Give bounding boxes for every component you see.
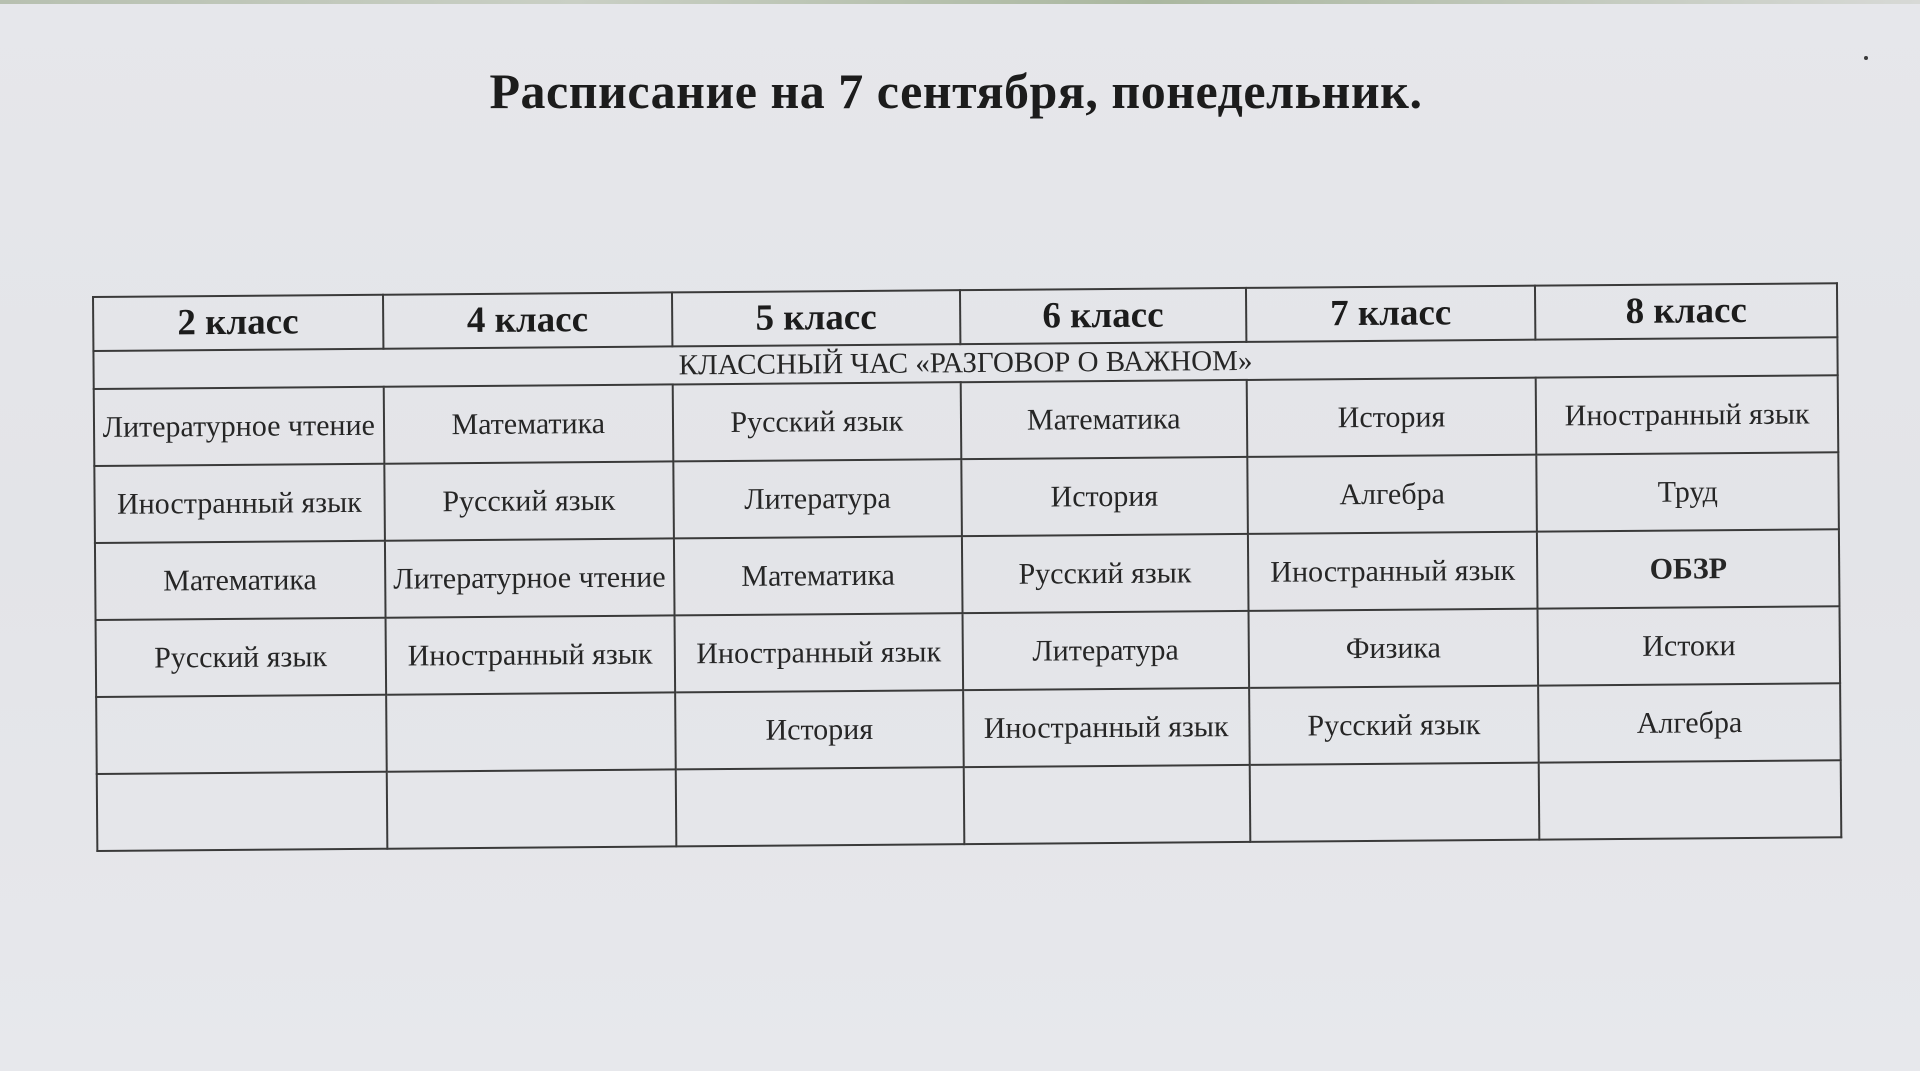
- table-cell: Математика: [674, 536, 962, 615]
- table-cell: Русский язык: [962, 534, 1249, 613]
- table-cell: [1539, 760, 1841, 839]
- table-cell: Русский язык: [384, 461, 674, 540]
- header-cell: 2 класс: [93, 295, 383, 351]
- table-cell: [97, 772, 387, 851]
- table-cell: Литература: [673, 459, 961, 538]
- table-cell: Иностранный язык: [675, 613, 963, 692]
- table-row: [96, 683, 1841, 774]
- table-cell: Алгебра: [1538, 683, 1840, 762]
- header-cell: 5 класс: [672, 290, 960, 346]
- table-cell: Русский язык: [1249, 686, 1539, 765]
- table-row: [95, 529, 1840, 620]
- table-row: [94, 452, 1839, 543]
- table-cell: Истоки: [1538, 606, 1840, 685]
- table-cell: Математика: [383, 384, 673, 463]
- table-cell: Иностранный язык: [1536, 375, 1838, 454]
- class-hour-banner: КЛАССНЫЙ ЧАС «РАЗГОВОР О ВАЖНОМ»: [93, 337, 1837, 389]
- header-cell: 6 класс: [960, 288, 1246, 344]
- table-cell: Иностранный язык: [963, 688, 1250, 767]
- table-row: [94, 375, 1839, 466]
- header-cell: 4 класс: [382, 292, 672, 348]
- table-cell: Литература: [962, 611, 1249, 690]
- table-row: [96, 606, 1841, 697]
- paper-speck: [1864, 56, 1868, 60]
- table-cell: Иностранный язык: [94, 464, 384, 543]
- table-cell: [96, 695, 386, 774]
- table-cell: История: [961, 457, 1248, 536]
- table-row: [97, 760, 1842, 851]
- table-cell: Математика: [960, 380, 1247, 459]
- table-cell: Физика: [1248, 609, 1538, 688]
- table-cell: [1249, 763, 1539, 842]
- schedule-table: [92, 282, 1842, 852]
- page-title: Расписание на 7 сентября, понедельник.: [489, 63, 1423, 119]
- table-cell: История: [1246, 378, 1536, 457]
- table-cell: [676, 767, 964, 846]
- table-cell: Математика: [95, 541, 385, 620]
- table-cell: [963, 765, 1250, 844]
- header-cell: 8 класс: [1535, 283, 1837, 339]
- table-cell: Литературное чтение: [384, 538, 674, 617]
- background-strip: [0, 0, 1920, 4]
- table-cell: [386, 769, 676, 848]
- table-cell: Иностранный язык: [385, 615, 675, 694]
- table-cell: Русский язык: [96, 618, 386, 697]
- table-cell: ОБЗР: [1537, 529, 1839, 608]
- table-cell: Иностранный язык: [1248, 532, 1538, 611]
- table-cell: Литературное чтение: [94, 387, 384, 466]
- header-cell: 7 класс: [1246, 286, 1536, 342]
- table-cell: Русский язык: [673, 382, 961, 461]
- table-cell: Алгебра: [1247, 455, 1537, 534]
- table-cell: [386, 692, 676, 771]
- table-cell: Труд: [1537, 452, 1839, 531]
- table-cell: История: [675, 690, 963, 769]
